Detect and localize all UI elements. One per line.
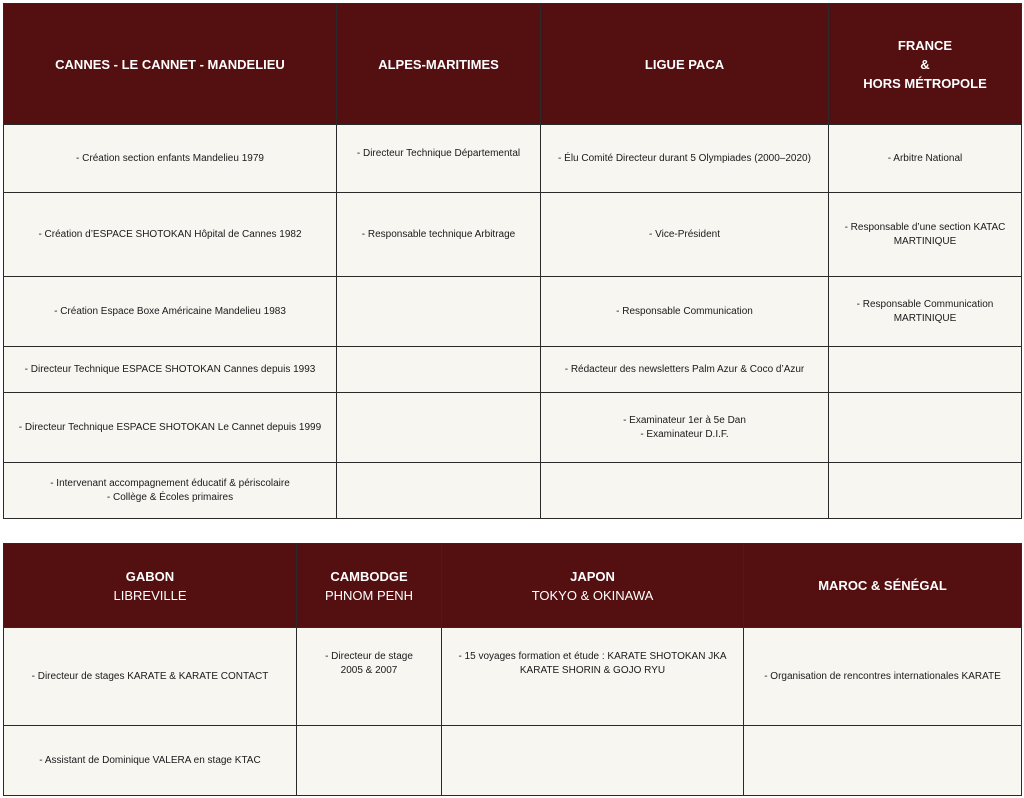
header-row xyxy=(4,544,1022,628)
table-row xyxy=(4,628,1022,726)
cell: - Rédacteur des newsletters Palm Azur & Coco d’Azur xyxy=(541,347,829,393)
cell xyxy=(337,277,541,347)
cell xyxy=(744,726,1022,796)
cell xyxy=(541,463,829,519)
table-row xyxy=(4,193,1022,277)
table-international xyxy=(3,543,1022,796)
header-japon: JAPON TOKYO & OKINAWA xyxy=(442,544,744,628)
header-alpes-maritimes: ALPES-MARITIMES xyxy=(337,4,541,125)
table-row xyxy=(4,393,1022,463)
table-row xyxy=(4,347,1022,393)
cell: - Directeur de stage 2005 & 2007 xyxy=(297,628,442,726)
cell: - Directeur de stages KARATE & KARATE CONTACT xyxy=(4,628,297,726)
cell: - Directeur Technique ESPACE SHOTOKAN Le Cannet depuis 1999 xyxy=(4,393,337,463)
table-france xyxy=(3,3,1022,519)
table-row xyxy=(4,277,1022,347)
header-row xyxy=(4,4,1022,125)
cell xyxy=(337,347,541,393)
header-maroc-senegal: MAROC & SÉNÉGAL xyxy=(744,544,1022,628)
header-cambodge: CAMBODGE PHNOM PENH xyxy=(297,544,442,628)
cell: - Création d’ESPACE SHOTOKAN Hôpital de Cannes 1982 xyxy=(4,193,337,277)
header-gabon: GABON LIBREVILLE xyxy=(4,544,297,628)
cell: - Assistant de Dominique VALERA en stage KTAC xyxy=(4,726,297,796)
cell: - Responsable Communication xyxy=(541,277,829,347)
cell xyxy=(442,726,744,796)
cell: - Élu Comité Directeur durant 5 Olympiades (2000–2020) xyxy=(541,125,829,193)
cell: - Intervenant accompagnement éducatif & périscolaire - Collège & Écoles primaires xyxy=(4,463,337,519)
cell xyxy=(337,463,541,519)
cell xyxy=(829,347,1022,393)
header-france: FRANCE & HORS MÉTROPOLE xyxy=(829,4,1022,125)
cell: - Organisation de rencontres internationales KARATE xyxy=(744,628,1022,726)
cell: - Arbitre National xyxy=(829,125,1022,193)
cell: - Responsable technique Arbitrage xyxy=(337,193,541,277)
table-row xyxy=(4,463,1022,519)
cell xyxy=(297,726,442,796)
table-row xyxy=(4,125,1022,193)
table-row xyxy=(4,726,1022,796)
cell: - Directeur Technique ESPACE SHOTOKAN Cannes depuis 1993 xyxy=(4,347,337,393)
cell: - Examinateur 1er à 5e Dan - Examinateur D.I.F. xyxy=(541,393,829,463)
header-cannes: CANNES - LE CANNET - MANDELIEU xyxy=(4,4,337,125)
cell: - Directeur Technique Départemental xyxy=(337,125,541,193)
cell xyxy=(829,393,1022,463)
cell: - Vice-Président xyxy=(541,193,829,277)
cell xyxy=(337,393,541,463)
cell: - Création section enfants Mandelieu 1979 xyxy=(4,125,337,193)
cell: - Création Espace Boxe Américaine Mandelieu 1983 xyxy=(4,277,337,347)
cell xyxy=(829,463,1022,519)
cell: - Responsable d’une section KATAC MARTINIQUE xyxy=(829,193,1022,277)
cell: - Responsable Communication MARTINIQUE xyxy=(829,277,1022,347)
header-ligue-paca: LIGUE PACA xyxy=(541,4,829,125)
cell: - 15 voyages formation et étude : KARATE SHOTOKAN JKA KARATE SHORIN & GOJO RYU xyxy=(442,628,744,726)
